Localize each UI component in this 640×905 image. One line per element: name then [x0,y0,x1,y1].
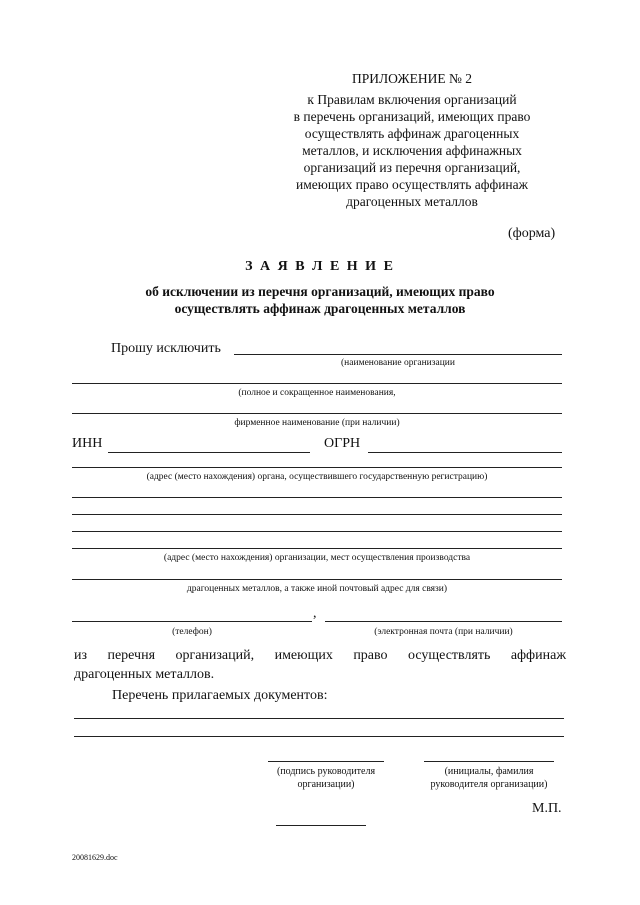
address-line-3[interactable] [72,531,562,532]
signature-field[interactable] [268,761,384,762]
registration-address-field[interactable] [72,467,562,468]
appendix-line-6: имеющих право осуществлять аффинаж [296,177,528,192]
statement-subtitle-line-1: об исключении из перечня организаций, имеющих право [145,284,495,299]
statement-subtitle-line-2: осуществлять аффинаж драгоценных металлов [174,301,466,316]
appendix-line-4: металлов, и исключения аффинажных [302,143,522,158]
org-address-field[interactable] [72,579,562,580]
name-caption-line-2: руководителя организации) [430,779,548,790]
appendix-line-2: в перечень организаций, имеющих право [293,109,531,124]
file-name: 20081629.doc [72,853,118,862]
paragraph-line-1: из перечня организаций, имеющих право осуществлять аффинаж [74,648,566,663]
date-field[interactable] [276,825,366,826]
appendix-line-3: осуществлять аффинаж драгоценных [304,126,520,141]
full-name-caption: (полное и сокращенное наименования, [238,388,396,398]
org-name-caption: (наименование организации [341,358,455,368]
full-name-field[interactable] [72,383,562,384]
statement-title: З А Я В Л Е Н И Е [245,259,395,274]
registration-address-caption: (адрес (место нахождения) органа, осуществившего государственную регистрацию) [146,472,488,482]
org-address-caption-line-2: драгоценных металлов, а также иной почтовый адрес для связи) [186,584,448,594]
appendix-title: ПРИЛОЖЕНИЕ № 2 [351,71,473,86]
signature-caption-line-1: (подпись руководителя [276,766,376,777]
inn-field[interactable] [108,452,310,453]
documents-label: Перечень прилагаемых документов: [112,688,328,703]
paragraph-line-2: драгоценных металлов. [74,667,215,682]
comma-separator: , [313,606,317,621]
address-line-1[interactable] [72,497,562,498]
org-name-field[interactable] [234,354,562,355]
form-label: (форма) [508,226,556,241]
appendix-line-7: драгоценных металлов [346,194,478,209]
inn-label: ИНН [72,436,103,451]
appendix-line-1: к Правилам включения организаций [307,92,517,107]
address-line-4[interactable] [72,548,562,549]
name-caption-line-1: (инициалы, фамилия [444,766,534,777]
address-line-2[interactable] [72,514,562,515]
org-address-caption-line-1: (адрес (место нахождения) организации, мест осуществления производства [163,553,471,563]
ogrn-field[interactable] [368,452,562,453]
ogrn-label: ОГРН [324,436,361,451]
request-label: Прошу исключить [111,341,221,356]
stamp-label: М.П. [532,801,562,816]
phone-field[interactable] [72,621,312,622]
name-field[interactable] [424,761,554,762]
phone-caption: (телефон) [172,627,212,637]
brand-name-field[interactable] [72,413,562,414]
appendix-line-5: организаций из перечня организаций, [303,160,521,175]
documents-line-1[interactable] [74,718,564,719]
email-caption: (электронная почта (при наличии) [374,627,513,637]
signature-caption-line-2: организации) [297,779,355,790]
documents-line-2[interactable] [74,736,564,737]
email-field[interactable] [325,621,562,622]
brand-name-caption: фирменное наименование (при наличии) [234,418,400,428]
